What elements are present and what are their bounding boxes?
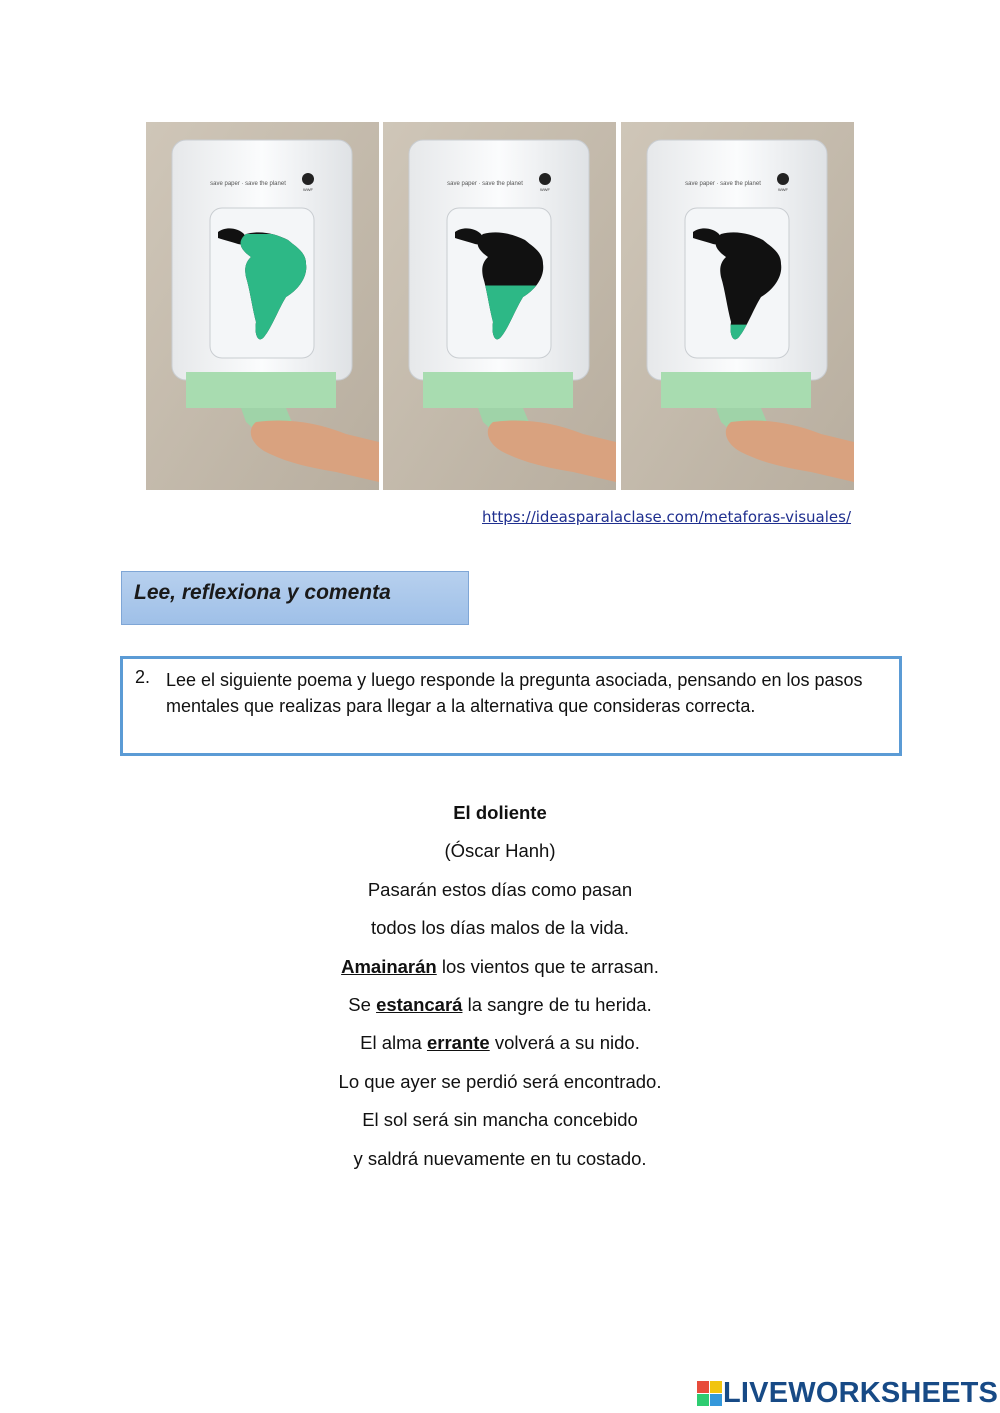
poem-line: todos los días malos de la vida. bbox=[370, 917, 630, 939]
section-heading-box bbox=[121, 571, 469, 625]
question-box bbox=[120, 656, 902, 756]
poem-line-text: la sangre de tu herida. bbox=[462, 993, 652, 1015]
svg-text:WWF: WWF bbox=[540, 187, 550, 192]
underlined-word: estancará bbox=[376, 993, 463, 1015]
question-number: 2. bbox=[135, 667, 151, 687]
underlined-word: errante bbox=[426, 1032, 490, 1054]
liveworksheets-logo bbox=[697, 1377, 998, 1410]
underlined-word: Amainarán bbox=[341, 955, 437, 977]
photo-panel-2 bbox=[383, 122, 616, 490]
question-text: Lee el siguiente poema y luego responde la pregunta asociada, pensando en los pasos mentales que realizas para llegar a la alternativa que consideras correcta. bbox=[166, 670, 863, 716]
poem-author: (Óscar Hanh) bbox=[444, 840, 556, 862]
liveworksheets-icon bbox=[697, 1381, 723, 1407]
svg-text:WWF: WWF bbox=[303, 187, 313, 192]
source-link[interactable]: https://ideasparalaclase.com/metaforas-visuales/ bbox=[482, 508, 852, 526]
poem-line: y saldrá nuevamente en tu costado. bbox=[353, 1147, 647, 1169]
photo-panel-1 bbox=[146, 122, 379, 490]
poem-line-text: Se bbox=[348, 993, 377, 1015]
poem-line bbox=[0, 954, 1000, 992]
wwf-ad-photos bbox=[146, 122, 854, 490]
section-heading: Lee, reflexiona y comenta bbox=[134, 581, 391, 604]
poem-line-text: El alma bbox=[360, 1032, 427, 1054]
poem-line-text: volverá a su nido. bbox=[489, 1032, 640, 1054]
poem bbox=[0, 800, 1000, 1184]
poem-line bbox=[0, 1030, 1000, 1068]
poem-line: Pasarán estos días como pasan bbox=[367, 878, 633, 900]
poem-line: El sol será sin mancha concebido bbox=[362, 1109, 638, 1131]
poem-title: El doliente bbox=[453, 802, 547, 823]
svg-text:save paper · save the planet: save paper · save the planet bbox=[210, 181, 286, 187]
poem-line bbox=[0, 992, 1000, 1030]
svg-text:save paper · save the planet: save paper · save the planet bbox=[447, 181, 523, 187]
poem-line-text: los vientos que te arrasan. bbox=[436, 955, 659, 977]
svg-text:save paper · save the planet: save paper · save the planet bbox=[685, 181, 761, 187]
photo-panel-3 bbox=[621, 122, 854, 490]
brand-text: LIVEWORKSHEETS bbox=[723, 1377, 999, 1409]
svg-text:WWF: WWF bbox=[778, 187, 788, 192]
poem-line: Lo que ayer se perdió será encontrado. bbox=[338, 1070, 662, 1092]
